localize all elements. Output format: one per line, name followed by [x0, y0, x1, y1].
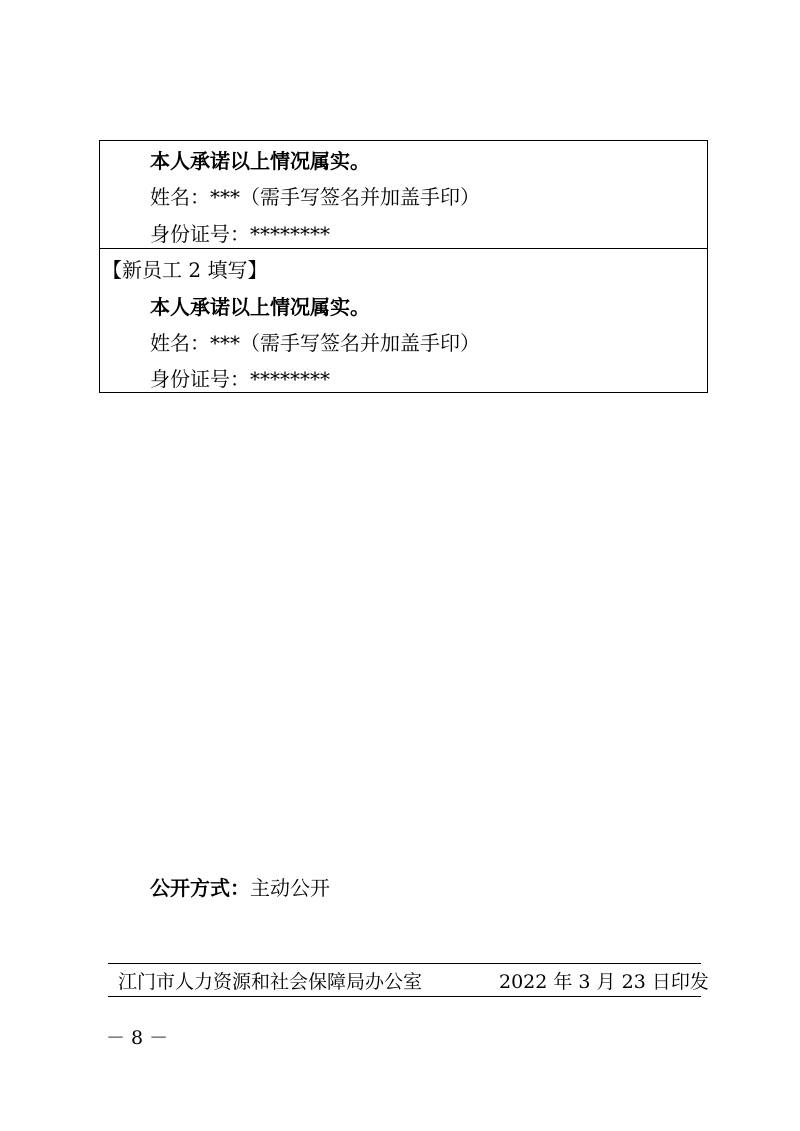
section2-id-line: 身份证号：********	[150, 367, 330, 391]
footer-issuer: 江门市人力资源和社会保障局办公室	[118, 971, 423, 993]
section1-name-line: 姓名：***（需手写签名并加盖手印）	[150, 185, 480, 209]
footer-date: 2022 年 3 月 23 日印发	[499, 971, 709, 993]
section2-pledge: 本人承诺以上情况属实。	[150, 295, 370, 319]
commitment-table	[99, 140, 708, 393]
disclosure-method	[150, 876, 330, 900]
section1-id-line: 身份证号：********	[150, 222, 330, 246]
section-divider	[100, 248, 707, 249]
disclosure-label: 公开方式：	[150, 876, 250, 900]
section1-pledge: 本人承诺以上情况属实。	[150, 149, 370, 173]
section2-header: 【新员工 2 填写】	[102, 258, 268, 282]
disclosure-value: 主动公开	[250, 876, 330, 900]
footer-top-rule	[108, 963, 701, 964]
section2-name-line: 姓名：***（需手写签名并加盖手印）	[150, 331, 480, 355]
page-number: － 8 －	[106, 1027, 169, 1049]
footer-bottom-rule	[108, 996, 701, 997]
